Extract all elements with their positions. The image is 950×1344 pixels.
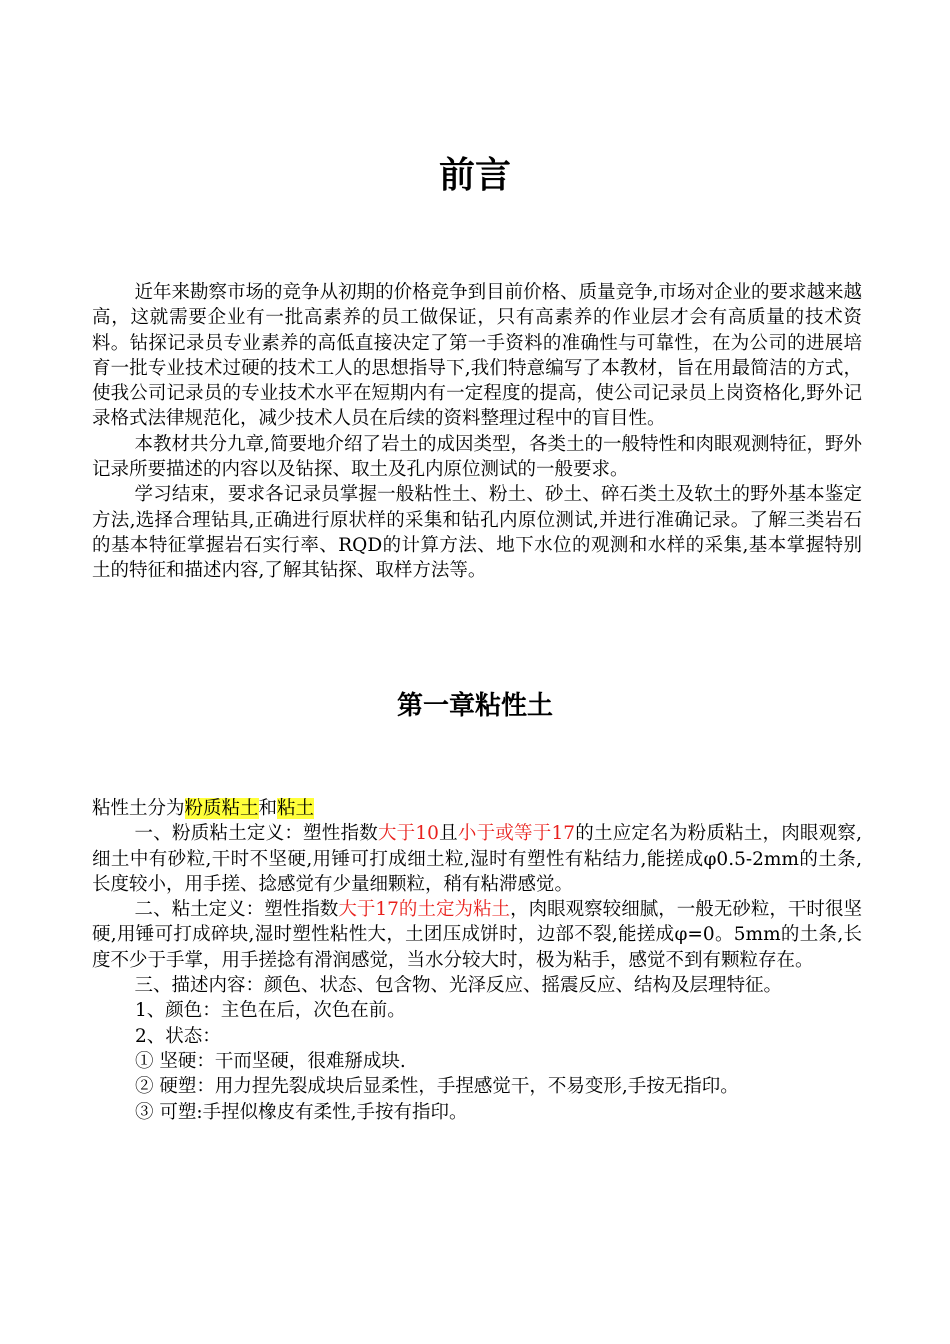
chapter-1-body [92,796,862,1125]
clay-intro-line [92,796,862,821]
def1-text-c: 的土应定名为粉质粘土，肉眼观察,细土中有砂粒,干时不坚硬,用锤可打成细土粒,湿时有塑性有粘结力,能搓成φ0.5-2mm的土条,长度较小，用手搓、捻感觉有少量细颗粒，稍有粘滞感觉。 [92,823,862,895]
state-hard: ① 坚硬：干而坚硬，很难掰成块. [135,1050,406,1072]
def1-red-range-low: 大于10 [377,823,439,845]
state-plastic: ③ 可塑:手捏似橡皮有柔性,手按有指印。 [135,1101,468,1123]
preface-paragraph-1: 近年来勘察市场的竞争从初期的价格竞争到目前价格、质量竞争,市场对企业的要求越来越高，这就需要企业有一批高素养的员工做保证，只有高素养的作业层才会有高质量的技术资料。钻探记录员专业素养的高低直接决定了第一手资料的准确性与可靠性，在为公司的进展培育一批专业技术过硬的技术工人的思想指导下,我们特意编写了本教材，旨在用最简洁的方式，使我公司记录员的专业技术水平在短期内有一定程度的提高，使公司记录员上岗资格化,野外记录格式法律规范化，减少技术人员在后续的资料整理过程中的盲目性。 [92,282,862,430]
state-stiff: ② 硬塑：用力捏先裂成块后显柔性，手捏感觉干，不易变形,手按无指印。 [135,1076,739,1098]
def2-text-b: ，肉眼观察较细腻，一般无砂粒，干时很坚硬,用锤可打成碎块,湿时塑性粘性大，土团压成饼时，边部不裂,能搓成φ=0。5mm的土条,长度不少于手掌，用手搓捻有滑润感觉，当水分较大时，极为粘手，感觉不到有颗粒存在。 [92,899,862,971]
state-item: 2、状态： [135,1025,221,1047]
highlight-silty-clay: 粉质粘土 [184,798,259,819]
def1-text-a: 一、粉质粘土定义：塑性指数 [134,823,378,845]
intro-and: 和 [258,798,278,819]
preface-paragraph-3: 学习结束，要求各记录员掌握一般粘性土、粉土、砂土、碎石类土及软土的野外基本鉴定方法,选择合理钻具,正确进行原状样的采集和钻孔内原位测试,并进行准确记录。了解三类岩石的基本特征掌握岩石实行率、RQD的计算方法、地下水位的观测和水样的采集,基本掌握特别土的特征和描述内容,了解其钻探、取样方法等。 [92,484,862,582]
highlight-clay: 粘土 [277,798,315,819]
def2-red-criterion: 大于17的土定为粘土 [338,899,511,921]
preface-title: 前言 [438,154,511,196]
color-item: 1、颜色：主色在后，次色在前。 [135,1000,406,1022]
description-content: 三、描述内容：颜色、状态、包含物、光泽反应、摇震反应、结构及层理特征。 [134,975,783,997]
intro-prefix: 粘性土分为 [92,798,185,819]
silty-clay-definition [92,821,862,897]
clay-definition [92,897,862,973]
preface-body [92,280,862,584]
def1-text-b: 且 [438,823,458,845]
preface-paragraph-2: 本教材共分九章,简要地介绍了岩土的成因类型，各类土的一般特性和肉眼观测特征，野外记录所要描述的内容以及钻探、取土及孔内原位测试的一般要求。 [92,433,862,481]
chapter-1-title: 第一章粘性土 [396,691,553,721]
def1-red-range-high: 小于或等于17 [457,823,576,845]
def2-text-a: 二、粘土定义：塑性指数 [134,899,339,921]
